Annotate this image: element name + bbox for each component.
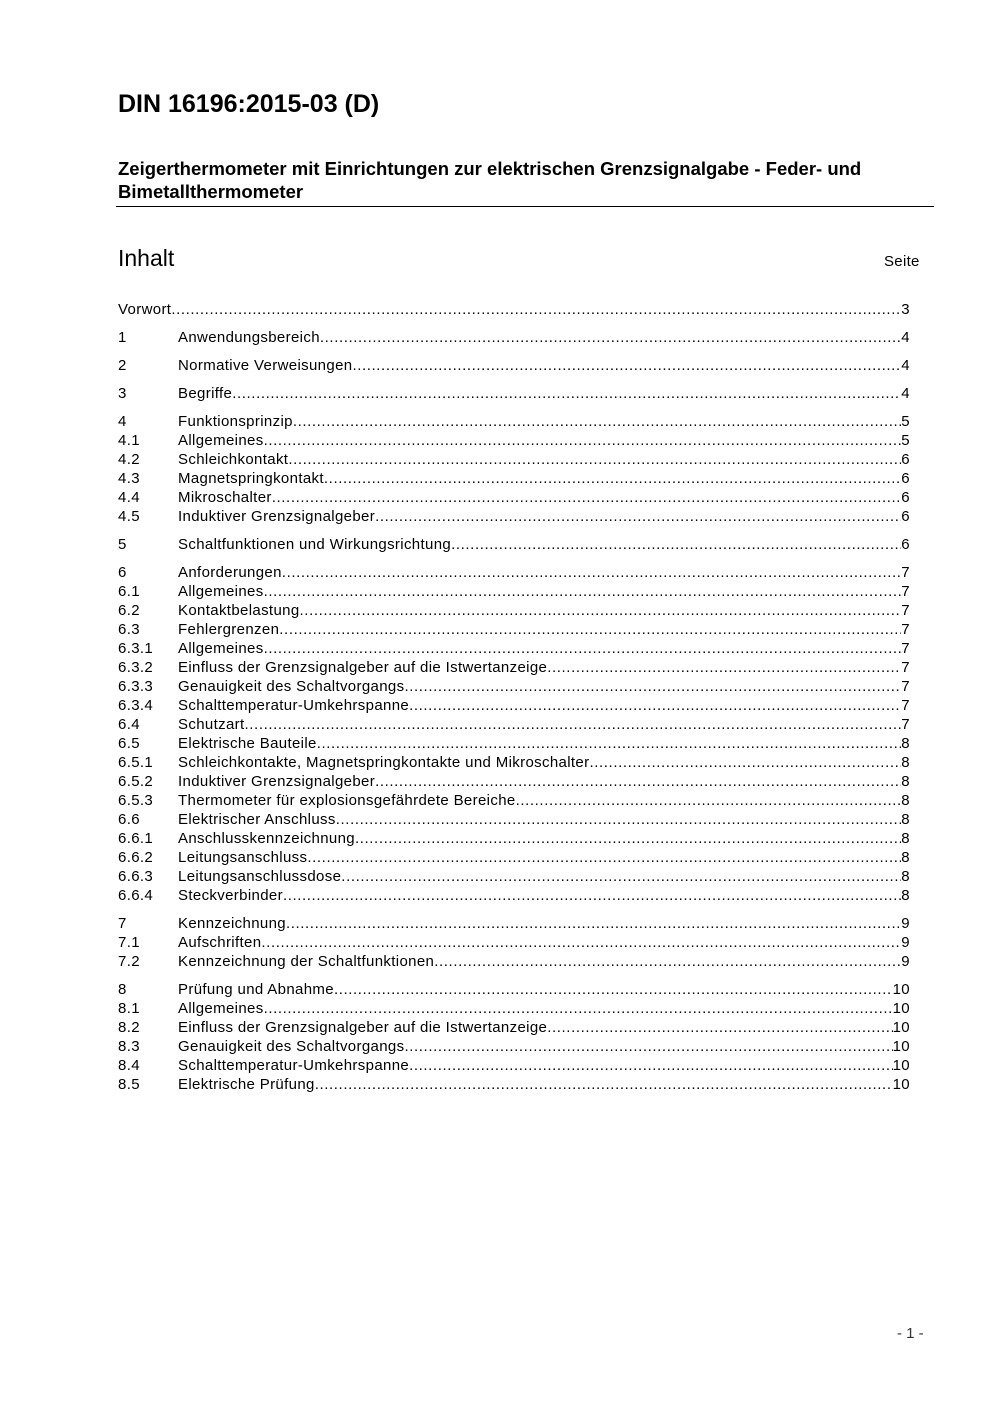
toc-entry-title: Induktiver Grenzsignalgeber bbox=[178, 508, 376, 525]
toc-entry-title: Allgemeines bbox=[178, 432, 264, 449]
toc-entry-title: Elektrische Bauteile bbox=[178, 735, 317, 752]
toc-group bbox=[118, 385, 910, 404]
toc-entry-number: 8.1 bbox=[118, 1000, 140, 1017]
toc-dot-leader bbox=[375, 508, 901, 525]
toc-entry-title: Genauigkeit des Schaltvorgangs bbox=[178, 678, 405, 695]
toc-entry-page: 8 bbox=[901, 773, 910, 790]
toc-entry-page: 4 bbox=[901, 329, 910, 346]
toc-entry-title: Prüfung und Abnahme bbox=[178, 981, 334, 998]
toc-entry[interactable] bbox=[118, 357, 910, 376]
toc-entry[interactable] bbox=[118, 564, 910, 583]
toc-entry-number: 6.6.3 bbox=[118, 868, 154, 885]
toc-entry[interactable] bbox=[118, 887, 910, 906]
toc-entry[interactable] bbox=[118, 329, 910, 348]
toc-entry-number: 6.4 bbox=[118, 716, 140, 733]
toc-heading: Inhalt bbox=[118, 245, 175, 271]
toc-entry-page: 7 bbox=[901, 697, 910, 714]
toc-dot-leader bbox=[352, 357, 901, 374]
toc-group bbox=[118, 301, 910, 320]
toc-entry-page: 8 bbox=[901, 754, 910, 771]
toc-entry-page: 8 bbox=[901, 830, 910, 847]
toc-entry-page: 3 bbox=[901, 301, 910, 318]
toc-entry-title: Allgemeines bbox=[178, 1000, 264, 1017]
toc-dot-leader bbox=[293, 413, 901, 430]
toc-dot-leader bbox=[336, 811, 902, 828]
toc-entry-title: Leitungsanschluss bbox=[178, 849, 308, 866]
toc-entry-title: Elektrischer Anschluss bbox=[178, 811, 336, 828]
toc-entry-title: Begriffe bbox=[178, 385, 233, 402]
toc-entry-page: 7 bbox=[901, 659, 910, 676]
toc-entry-page: 8 bbox=[901, 735, 910, 752]
toc-entry[interactable] bbox=[118, 385, 910, 404]
toc-entry-title: Allgemeines bbox=[178, 583, 264, 600]
toc-entry-page: 4 bbox=[901, 385, 910, 402]
toc-entry-title: Normative Verweisungen bbox=[178, 357, 353, 374]
toc-entry-title: Schleichkontakte, Magnetspringkontakte und Mikroschalter bbox=[178, 754, 590, 771]
toc-entry-number: 2 bbox=[118, 357, 127, 374]
title-divider bbox=[116, 206, 934, 207]
toc-entry-number: 6.6.4 bbox=[118, 887, 154, 904]
toc-group bbox=[118, 915, 910, 972]
toc-entry[interactable] bbox=[118, 697, 910, 716]
toc-dot-leader bbox=[286, 915, 901, 932]
toc-entry-page: 8 bbox=[901, 792, 910, 809]
toc-dot-leader bbox=[451, 536, 901, 553]
toc-entry-number: 8.5 bbox=[118, 1076, 140, 1093]
toc-dot-leader bbox=[171, 301, 901, 318]
toc-entry-title: Einfluss der Grenzsignalgeber auf die Istwertanzeige bbox=[178, 659, 548, 676]
toc-entry[interactable] bbox=[118, 735, 910, 754]
toc-entry-page: 6 bbox=[901, 451, 910, 468]
toc-entry-page: 7 bbox=[901, 640, 910, 657]
toc-entry-number: 7 bbox=[118, 915, 127, 932]
toc-entry-title: Induktiver Grenzsignalgeber bbox=[178, 773, 376, 790]
toc-entry-number: 4.5 bbox=[118, 508, 140, 525]
toc-entry[interactable] bbox=[118, 413, 910, 432]
toc-entry-page: 7 bbox=[901, 678, 910, 695]
toc-entry[interactable] bbox=[118, 981, 910, 1000]
toc-entry-page: 10 bbox=[892, 1076, 910, 1093]
toc-dot-leader bbox=[409, 697, 901, 714]
toc-entry-page: 5 bbox=[901, 413, 910, 430]
toc-entry-title: Magnetspringkontakt bbox=[178, 470, 324, 487]
toc-entry-title: Leitungsanschlussdose bbox=[178, 868, 342, 885]
toc-entry[interactable] bbox=[118, 953, 910, 972]
toc-dot-leader bbox=[404, 1038, 892, 1055]
toc-entry[interactable] bbox=[118, 868, 910, 887]
toc-entry-title: Fehlergrenzen bbox=[178, 621, 280, 638]
toc-entry-page: 8 bbox=[901, 887, 910, 904]
toc-entry-number: 8.4 bbox=[118, 1057, 140, 1074]
toc-entry[interactable] bbox=[118, 934, 910, 953]
toc-entry-number: 6.2 bbox=[118, 602, 140, 619]
toc-entry[interactable] bbox=[118, 451, 910, 470]
toc-entry-page: 9 bbox=[901, 915, 910, 932]
toc-dot-leader bbox=[355, 830, 901, 847]
page-number: - 1 - bbox=[897, 1325, 924, 1342]
toc-entry-page: 7 bbox=[901, 621, 910, 638]
document-id: DIN 16196:2015-03 (D) bbox=[118, 90, 380, 118]
toc-entry-title: Funktionsprinzip bbox=[178, 413, 293, 430]
toc-entry[interactable] bbox=[118, 640, 910, 659]
toc-dot-leader bbox=[547, 1019, 892, 1036]
toc-entry-number: 1 bbox=[118, 329, 127, 346]
toc-entry-number: 6 bbox=[118, 564, 127, 581]
toc-entry[interactable] bbox=[118, 659, 910, 678]
toc-entry-number: 6.3.4 bbox=[118, 697, 154, 714]
toc-entry-number: 7.1 bbox=[118, 934, 140, 951]
toc-dot-leader bbox=[272, 489, 902, 506]
toc-entry-number: 4.3 bbox=[118, 470, 140, 487]
toc-entry-number: 6.3.3 bbox=[118, 678, 154, 695]
toc-entry-number: 6.6.2 bbox=[118, 849, 154, 866]
toc-entry-number: 6.5.1 bbox=[118, 754, 154, 771]
toc-entry[interactable] bbox=[118, 915, 910, 934]
toc-entry-title: Aufschriften bbox=[178, 934, 262, 951]
toc-entry-number: 6.3 bbox=[118, 621, 140, 638]
toc-entry-page: 10 bbox=[892, 1019, 910, 1036]
toc-entry[interactable] bbox=[118, 489, 910, 508]
toc-entry[interactable] bbox=[118, 792, 910, 811]
toc-entry-number: 3 bbox=[118, 385, 127, 402]
toc-entry-title: Einfluss der Grenzsignalgeber auf die Istwertanzeige bbox=[178, 1019, 548, 1036]
toc-entry-title: Allgemeines bbox=[178, 640, 264, 657]
toc-entry[interactable] bbox=[118, 773, 910, 792]
toc-entry-page: 6 bbox=[901, 508, 910, 525]
toc-entry-number: 6.5.3 bbox=[118, 792, 154, 809]
toc-dot-leader bbox=[264, 1000, 893, 1017]
toc-entry[interactable] bbox=[118, 1076, 910, 1095]
toc-dot-leader bbox=[307, 849, 901, 866]
toc-entry-page: 7 bbox=[901, 602, 910, 619]
toc-entry[interactable] bbox=[118, 583, 910, 602]
toc-dot-leader bbox=[232, 385, 901, 402]
toc-dot-leader bbox=[315, 1076, 893, 1093]
toc-dot-leader bbox=[264, 432, 902, 449]
toc-entry-title: Kennzeichnung der Schaltfunktionen bbox=[178, 953, 435, 970]
toc-entry-title: Vorwort bbox=[118, 301, 172, 318]
toc-dot-leader bbox=[516, 792, 902, 809]
toc-dot-leader bbox=[334, 981, 893, 998]
toc-entry-number: 7.2 bbox=[118, 953, 140, 970]
toc-dot-leader bbox=[288, 451, 901, 468]
toc-group bbox=[118, 329, 910, 348]
toc-entry-number: 4.4 bbox=[118, 489, 140, 506]
toc-entry[interactable] bbox=[118, 301, 910, 320]
toc-entry-page: 7 bbox=[901, 564, 910, 581]
toc-group bbox=[118, 564, 910, 906]
toc-entry[interactable] bbox=[118, 621, 910, 640]
toc-entry-title: Schaltfunktionen und Wirkungsrichtung bbox=[178, 536, 452, 553]
toc-entry[interactable] bbox=[118, 432, 910, 451]
table-of-contents bbox=[118, 301, 910, 1104]
toc-entry-title: Schalttemperatur-Umkehrspanne bbox=[178, 697, 410, 714]
toc-entry-title: Kontaktbelastung bbox=[178, 602, 300, 619]
toc-entry-number: 6.5.2 bbox=[118, 773, 154, 790]
toc-dot-leader bbox=[434, 953, 901, 970]
toc-entry-number: 6.3.2 bbox=[118, 659, 154, 676]
toc-entry-number: 4.1 bbox=[118, 432, 140, 449]
toc-page-column-label: Seite bbox=[884, 253, 920, 270]
toc-entry-title: Schleichkontakt bbox=[178, 451, 289, 468]
toc-dot-leader bbox=[341, 868, 901, 885]
toc-entry-title: Genauigkeit des Schaltvorgangs bbox=[178, 1038, 405, 1055]
toc-entry-page: 10 bbox=[892, 1057, 910, 1074]
toc-entry-title: Schalttemperatur-Umkehrspanne bbox=[178, 1057, 410, 1074]
toc-entry[interactable] bbox=[118, 754, 910, 773]
toc-dot-leader bbox=[264, 583, 902, 600]
toc-entry[interactable] bbox=[118, 1019, 910, 1038]
toc-group bbox=[118, 981, 910, 1095]
toc-entry[interactable] bbox=[118, 1000, 910, 1019]
toc-entry-number: 6.6.1 bbox=[118, 830, 154, 847]
toc-entry-number: 6.1 bbox=[118, 583, 140, 600]
document-title: Zeigerthermometer mit Einrichtungen zur elektrischen Grenzsignalgabe - Feder- und Bimetallthermometer bbox=[118, 158, 862, 202]
toc-entry-title: Steckverbinder bbox=[178, 887, 283, 904]
toc-entry[interactable] bbox=[118, 602, 910, 621]
toc-dot-leader bbox=[404, 678, 901, 695]
toc-dot-leader bbox=[282, 564, 902, 581]
toc-entry-number: 8.2 bbox=[118, 1019, 140, 1036]
toc-entry-title: Elektrische Prüfung bbox=[178, 1076, 315, 1093]
toc-entry-title: Anwendungsbereich bbox=[178, 329, 320, 346]
toc-entry-number: 8 bbox=[118, 981, 127, 998]
toc-entry-title: Anschlusskennzeichnung bbox=[178, 830, 355, 847]
toc-entry[interactable] bbox=[118, 849, 910, 868]
toc-entry-number: 5 bbox=[118, 536, 127, 553]
toc-group bbox=[118, 536, 910, 555]
toc-dot-leader bbox=[320, 329, 901, 346]
toc-dot-leader bbox=[409, 1057, 893, 1074]
toc-entry-page: 9 bbox=[901, 934, 910, 951]
toc-dot-leader bbox=[300, 602, 902, 619]
toc-dot-leader bbox=[589, 754, 901, 771]
toc-entry-number: 8.3 bbox=[118, 1038, 140, 1055]
toc-entry-number: 4.2 bbox=[118, 451, 140, 468]
toc-entry-number: 6.3.1 bbox=[118, 640, 154, 657]
toc-entry-page: 6 bbox=[901, 489, 910, 506]
toc-dot-leader bbox=[245, 716, 902, 733]
toc-entry-page: 10 bbox=[892, 1000, 910, 1017]
toc-entry-title: Thermometer für explosionsgefährdete Bereiche bbox=[178, 792, 516, 809]
toc-entry-title: Schutzart bbox=[178, 716, 245, 733]
toc-dot-leader bbox=[283, 887, 901, 904]
toc-entry-page: 9 bbox=[901, 953, 910, 970]
toc-dot-leader bbox=[324, 470, 901, 487]
toc-entry-page: 8 bbox=[901, 811, 910, 828]
toc-entry[interactable] bbox=[118, 470, 910, 489]
toc-entry-page: 8 bbox=[901, 849, 910, 866]
toc-entry-page: 10 bbox=[892, 1038, 910, 1055]
toc-group bbox=[118, 413, 910, 527]
toc-entry-page: 7 bbox=[901, 716, 910, 733]
toc-entry-title: Kennzeichnung bbox=[178, 915, 286, 932]
toc-entry[interactable] bbox=[118, 536, 910, 555]
toc-entry-page: 10 bbox=[892, 981, 910, 998]
toc-dot-leader bbox=[317, 735, 902, 752]
toc-entry-number: 6.6 bbox=[118, 811, 140, 828]
toc-entry-page: 6 bbox=[901, 536, 910, 553]
toc-entry-number: 4 bbox=[118, 413, 127, 430]
toc-dot-leader bbox=[279, 621, 901, 638]
toc-entry[interactable] bbox=[118, 1057, 910, 1076]
toc-entry-page: 4 bbox=[901, 357, 910, 374]
toc-dot-leader bbox=[375, 773, 901, 790]
toc-dot-leader bbox=[264, 640, 902, 657]
toc-entry[interactable] bbox=[118, 1038, 910, 1057]
toc-dot-leader bbox=[547, 659, 901, 676]
toc-entry-number: 6.5 bbox=[118, 735, 140, 752]
toc-entry-page: 7 bbox=[901, 583, 910, 600]
toc-entry-page: 5 bbox=[901, 432, 910, 449]
toc-dot-leader bbox=[261, 934, 901, 951]
toc-entry-title: Anforderungen bbox=[178, 564, 282, 581]
toc-entry[interactable] bbox=[118, 678, 910, 697]
toc-entry-page: 8 bbox=[901, 868, 910, 885]
toc-entry-page: 6 bbox=[901, 470, 910, 487]
toc-entry[interactable] bbox=[118, 830, 910, 849]
toc-entry[interactable] bbox=[118, 716, 910, 735]
toc-group bbox=[118, 357, 910, 376]
toc-entry-title: Mikroschalter bbox=[178, 489, 272, 506]
toc-entry[interactable] bbox=[118, 508, 910, 527]
toc-entry[interactable] bbox=[118, 811, 910, 830]
